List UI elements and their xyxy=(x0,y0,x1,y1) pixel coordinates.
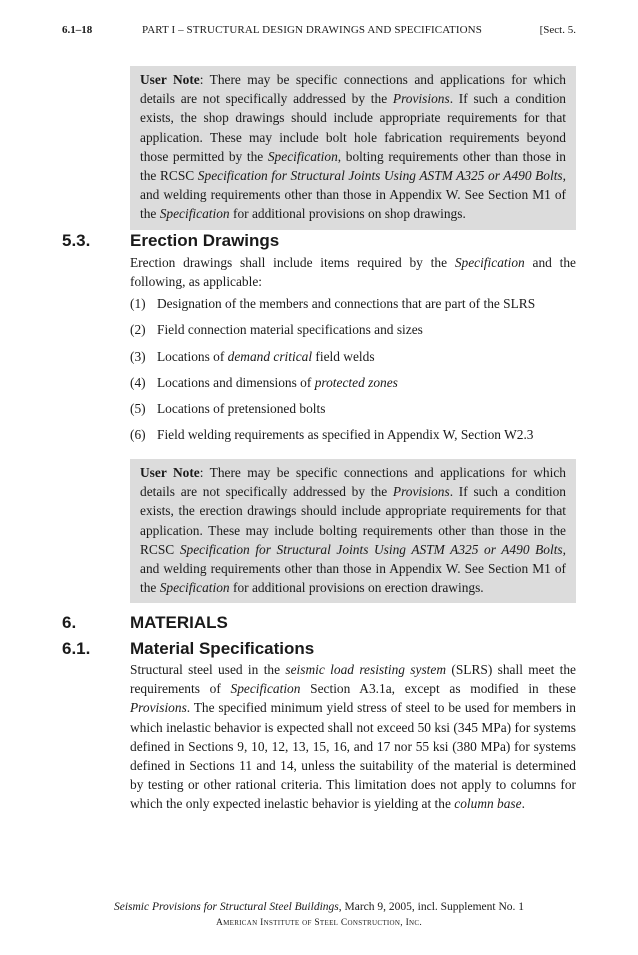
para-italic: column base xyxy=(454,796,522,812)
note-text: , and welding requirements other than those in Appendix W. See Section M1 of the xyxy=(140,541,566,596)
note-text: . If such a condition exists, the shop drawings should include appropriate requirements for that application. These may include bolt hole fabrication requirements beyond those permitted by the xyxy=(140,91,566,164)
list-text: Field connection material specifications and sizes xyxy=(157,322,423,338)
material-specifications-paragraph xyxy=(130,660,576,814)
note-text: , and welding requirements other than those in Appendix W. See Section M1 of the xyxy=(140,168,567,222)
section-heading-6-1 xyxy=(62,639,314,659)
list-number: (1) xyxy=(130,296,146,311)
list-italic: demand critical xyxy=(227,348,313,364)
footer-title: Seismic Provisions for Structural Steel Buildings xyxy=(113,901,339,913)
note-text: for additional provisions on shop drawings. xyxy=(229,206,466,222)
user-note-label: User Note xyxy=(140,72,200,87)
para-italic: seismic load resisting system xyxy=(285,662,447,677)
list-item xyxy=(130,399,576,425)
para-text: Structural steel used in the xyxy=(130,662,286,677)
user-note-erection-drawings xyxy=(130,459,576,603)
list-text: Designation of the members and connections that are part of the SLRS xyxy=(157,296,536,311)
section-title: MATERIALS xyxy=(130,613,228,632)
section-title: Erection Drawings xyxy=(130,231,280,250)
section-number: 6. xyxy=(62,613,77,632)
page-number: 6.1–18 xyxy=(62,24,93,36)
part-title: PART I – STRUCTURAL DESIGN DRAWINGS AND SPECIFICATIONS xyxy=(142,24,482,36)
para-text: . The specified minimum yield stress of steel to be used for members in which inelastic behavior is expected shall not exceed 50 ksi (345 MPa) for systems defined in Sections 9, 10, 12, 13, 15, 16, and 17 nor 55 ksi (380 MPa) for systems defined in Sections 11 and 14, unless the suitability of the material is determined by testing or other rational criteria. This limitation does not apply to columns for which the only expected inelastic behavior is yielding at the xyxy=(130,700,576,812)
section-number: 6.1. xyxy=(62,639,91,658)
para-italic: Provisions xyxy=(130,700,187,716)
note-italic: Specification for Structural Joints Using ASTM A325 or A490 Bolts xyxy=(197,168,563,184)
note-text: , bolting requirements other than those in the RCSC xyxy=(140,148,566,184)
erection-drawings-intro xyxy=(130,253,576,291)
note-italic: Provisions xyxy=(392,91,450,107)
para-text: and the following, as applicable: xyxy=(130,255,576,290)
note-italic: Specification for Structural Joints Using ASTM A325 or A490 Bolts xyxy=(179,541,563,557)
note-italic: Specification xyxy=(159,206,230,222)
section-number: 5.3. xyxy=(62,231,91,250)
footer-details: , March 9, 2005, incl. Supplement No. 1 xyxy=(338,901,525,913)
footer-organization: American Institute of Steel Construction, Inc. xyxy=(215,918,423,928)
list-number: (5) xyxy=(130,401,146,417)
section-title: Material Specifications xyxy=(130,639,315,658)
para-text: (SLRS) shall meet the requirements of xyxy=(130,662,576,697)
list-number: (3) xyxy=(130,348,146,364)
list-number: (4) xyxy=(130,374,146,390)
list-text: Locations and dimensions of xyxy=(157,374,315,390)
list-item xyxy=(130,320,576,346)
para-italic: Specification xyxy=(454,255,525,270)
section-reference: [Sect. 5. xyxy=(539,24,576,36)
note-text: for additional provisions on erection drawings. xyxy=(229,580,484,596)
user-note-label: User Note xyxy=(140,465,200,480)
section-heading-5-3 xyxy=(62,231,279,251)
para-text: Section A3.1a, except as modified in these xyxy=(300,681,576,697)
para-text: Erection drawings shall include items required by the xyxy=(130,255,455,270)
list-italic: protected zones xyxy=(314,374,398,390)
list-item xyxy=(130,347,576,373)
user-note-shop-drawings xyxy=(130,66,576,230)
note-text: . If such a condition exists, the erection drawings should include appropriate requirements for that application. These may include bolting requirements other than those in the RCSC xyxy=(140,484,566,557)
list-number: (2) xyxy=(130,322,146,338)
list-text: Locations of pretensioned bolts xyxy=(157,401,326,417)
note-text: : There may be specific connections and applications for which details are not specifically addressed by the xyxy=(140,72,566,107)
section-heading-6 xyxy=(62,613,228,633)
list-item xyxy=(130,294,576,320)
list-text: Field welding requirements as specified in Appendix W, Section W2.3 xyxy=(157,427,534,443)
page-footer xyxy=(0,899,638,931)
note-italic: Specification xyxy=(267,148,338,164)
note-text: : There may be specific connections and applications for which details are not specifically addressed by the xyxy=(140,465,566,500)
list-item xyxy=(130,373,576,399)
para-text: . xyxy=(521,796,525,812)
para-italic: Specification xyxy=(230,681,301,697)
note-italic: Provisions xyxy=(392,484,450,500)
list-item xyxy=(130,425,576,451)
note-italic: Specification xyxy=(159,580,230,596)
erection-drawings-list xyxy=(130,294,576,452)
running-header xyxy=(62,24,576,40)
list-text: field welds xyxy=(312,348,375,364)
list-number: (6) xyxy=(130,427,146,443)
list-text: Locations of xyxy=(157,348,228,364)
